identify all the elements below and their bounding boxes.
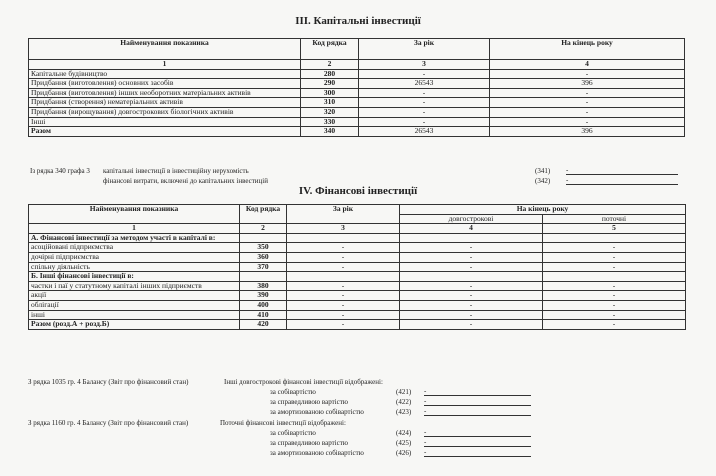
row-code: 360: [240, 252, 287, 262]
section4-title: IV. Фінансові інвестиції: [298, 185, 418, 197]
note-item-code: (424): [396, 429, 412, 437]
row-year-value: -: [359, 98, 490, 108]
note-item-code: (425): [396, 439, 412, 447]
s3-note-code1: (341): [535, 167, 551, 175]
row-year-value: -: [359, 88, 490, 98]
row-code: [240, 272, 287, 282]
row-end-value: -: [490, 117, 685, 127]
row-code: 350: [240, 243, 287, 253]
row-code: 310: [301, 98, 359, 108]
note-item-code: (421): [396, 388, 412, 396]
row-name: Разом (розд.А + розд.Б): [29, 320, 240, 330]
table-row: [29, 291, 686, 301]
row-long-value: [400, 272, 543, 282]
row-end-value: -: [490, 69, 685, 79]
section3-title: III. Капітальні інвестиції: [295, 15, 421, 27]
header-end: На кінець року: [490, 39, 685, 60]
row-name: спільну діяльність: [29, 262, 240, 272]
row-current-value: -: [543, 291, 686, 301]
header-name: Найменування показника: [29, 205, 240, 224]
row-name: Придбання (створення) нематеріальних активів: [29, 98, 301, 108]
row-year-value: -: [359, 69, 490, 79]
row-long-value: -: [400, 291, 543, 301]
table-row: [29, 252, 686, 262]
row-long-value: -: [400, 310, 543, 320]
table-row: [29, 320, 686, 330]
s4-note-desc2: Поточні фінансові інвестиції відображені:: [220, 419, 346, 427]
column-number: 1: [29, 60, 301, 70]
row-name: акції: [29, 291, 240, 301]
row-name: А. Фінансові інвестиції за методом участі в капіталі в:: [29, 233, 240, 243]
column-number: 2: [240, 224, 287, 234]
row-name: Придбання (виготовлення) інших необоротних матеріальних активів: [29, 88, 301, 98]
row-code: 420: [240, 320, 287, 330]
table-row: [29, 243, 686, 253]
column-number: 1: [29, 224, 240, 234]
column-number: 3: [359, 60, 490, 70]
row-year-value: -: [287, 310, 400, 320]
header-year: За рік: [359, 39, 490, 60]
column-numbers-row: [29, 60, 685, 70]
row-year-value: -: [287, 281, 400, 291]
row-code: 390: [240, 291, 287, 301]
row-name: Разом: [29, 127, 301, 137]
row-code: 380: [240, 281, 287, 291]
row-name: Придбання (вирощування) довгострокових біологічних активів: [29, 107, 301, 117]
header-end: На кінець року: [400, 205, 686, 215]
note-item-label: за справедливою вартістю: [270, 398, 349, 406]
row-name: Капітальне будівництво: [29, 69, 301, 79]
s3-note-val1: -: [566, 166, 678, 175]
column-number: 4: [490, 60, 685, 70]
note-item-value: -: [424, 438, 531, 447]
row-year-value: -: [287, 300, 400, 310]
row-code: 330: [301, 117, 359, 127]
column-number: 4: [400, 224, 543, 234]
row-code: 410: [240, 310, 287, 320]
row-year-value: -: [287, 320, 400, 330]
row-year-value: -: [359, 107, 490, 117]
note-item-label: за собівартістю: [270, 429, 316, 437]
row-name: частки і паї у статутному капіталі інших підприємств: [29, 281, 240, 291]
row-name: Інші: [29, 117, 301, 127]
header-year: За рік: [287, 205, 400, 224]
row-end-value: -: [490, 98, 685, 108]
table-row: [29, 300, 686, 310]
note-item-code: (422): [396, 398, 412, 406]
column-number: 3: [287, 224, 400, 234]
table-row: [29, 310, 686, 320]
note-item-value: -: [424, 387, 531, 396]
row-long-value: -: [400, 252, 543, 262]
note-item-value: -: [424, 448, 531, 457]
row-long-value: -: [400, 320, 543, 330]
row-name: дочірні підприємства: [29, 252, 240, 262]
row-end-value: -: [490, 88, 685, 98]
note-item-value: -: [424, 397, 531, 406]
table-row: [29, 79, 685, 89]
row-year-value: 26543: [359, 79, 490, 89]
row-long-value: -: [400, 300, 543, 310]
s3-note-line2: фінансові витрати, включені до капітальних інвестицій: [103, 177, 268, 185]
row-year-value: -: [287, 252, 400, 262]
s3-note-val2: -: [566, 176, 678, 185]
header-name: Найменування показника: [29, 39, 301, 60]
row-name: Б. Інші фінансові інвестиції в:: [29, 272, 240, 282]
note-item-value: -: [424, 428, 531, 437]
row-code: 290: [301, 79, 359, 89]
row-current-value: -: [543, 281, 686, 291]
table-row: [29, 272, 686, 282]
row-name: Придбання (виготовлення) основних засобів: [29, 79, 301, 89]
row-current-value: -: [543, 300, 686, 310]
column-number: 2: [301, 60, 359, 70]
note-item-value: -: [424, 407, 531, 416]
note-item-code: (426): [396, 449, 412, 457]
row-current-value: -: [543, 320, 686, 330]
s3-note-prefix: Із рядка 340 графа 3: [30, 167, 90, 175]
row-current-value: [543, 272, 686, 282]
note-item-label: за собівартістю: [270, 388, 316, 396]
table-row: [29, 281, 686, 291]
s3-note-code2: (342): [535, 177, 551, 185]
financial-investments-table: [28, 204, 686, 330]
row-year-value: -: [287, 243, 400, 253]
row-code: 280: [301, 69, 359, 79]
row-end-value: 396: [490, 79, 685, 89]
note-item-label: за амортизованою собівартістю: [270, 408, 364, 416]
row-code: 300: [301, 88, 359, 98]
column-number: 5: [543, 224, 686, 234]
s4-note-from2: З рядка 1160 гр. 4 Балансу (Звіт про фінансовий стан): [28, 419, 189, 427]
row-code: 320: [301, 107, 359, 117]
row-long-value: -: [400, 281, 543, 291]
table-row: [29, 127, 685, 137]
row-long-value: -: [400, 243, 543, 253]
row-code: 400: [240, 300, 287, 310]
note-item-code: (423): [396, 408, 412, 416]
header-long: довгострокові: [400, 214, 543, 224]
table-row: [29, 233, 686, 243]
row-year-value: -: [359, 117, 490, 127]
row-code: 370: [240, 262, 287, 272]
s3-note-line1: капітальні інвестиції в інвестиційну нерухомість: [103, 167, 249, 175]
header-code: Код рядка: [240, 205, 287, 224]
s4-note-from1: З рядка 1035 гр. 4 Балансу (Звіт про фінансовий стан): [28, 378, 189, 386]
row-code: 340: [301, 127, 359, 137]
column-numbers-row: [29, 224, 686, 234]
row-long-value: -: [400, 262, 543, 272]
row-name: облігації: [29, 300, 240, 310]
s4-note-desc1: Інші довгострокові фінансові інвестиції відображені:: [224, 378, 383, 386]
header-code: Код рядка: [301, 39, 359, 60]
header-current: поточні: [543, 214, 686, 224]
row-year-value: 26543: [359, 127, 490, 137]
row-year-value: -: [287, 262, 400, 272]
table-row: [29, 107, 685, 117]
row-current-value: -: [543, 243, 686, 253]
note-item-label: за справедливою вартістю: [270, 439, 349, 447]
row-name: інші: [29, 310, 240, 320]
row-end-value: -: [490, 107, 685, 117]
row-current-value: -: [543, 262, 686, 272]
row-end-value: 396: [490, 127, 685, 137]
note-item-label: за амортизованою собівартістю: [270, 449, 364, 457]
row-year-value: [287, 272, 400, 282]
row-name: асоційовані підприємства: [29, 243, 240, 253]
row-current-value: -: [543, 252, 686, 262]
capital-investments-table: [28, 38, 685, 137]
row-current-value: -: [543, 310, 686, 320]
row-year-value: -: [287, 291, 400, 301]
